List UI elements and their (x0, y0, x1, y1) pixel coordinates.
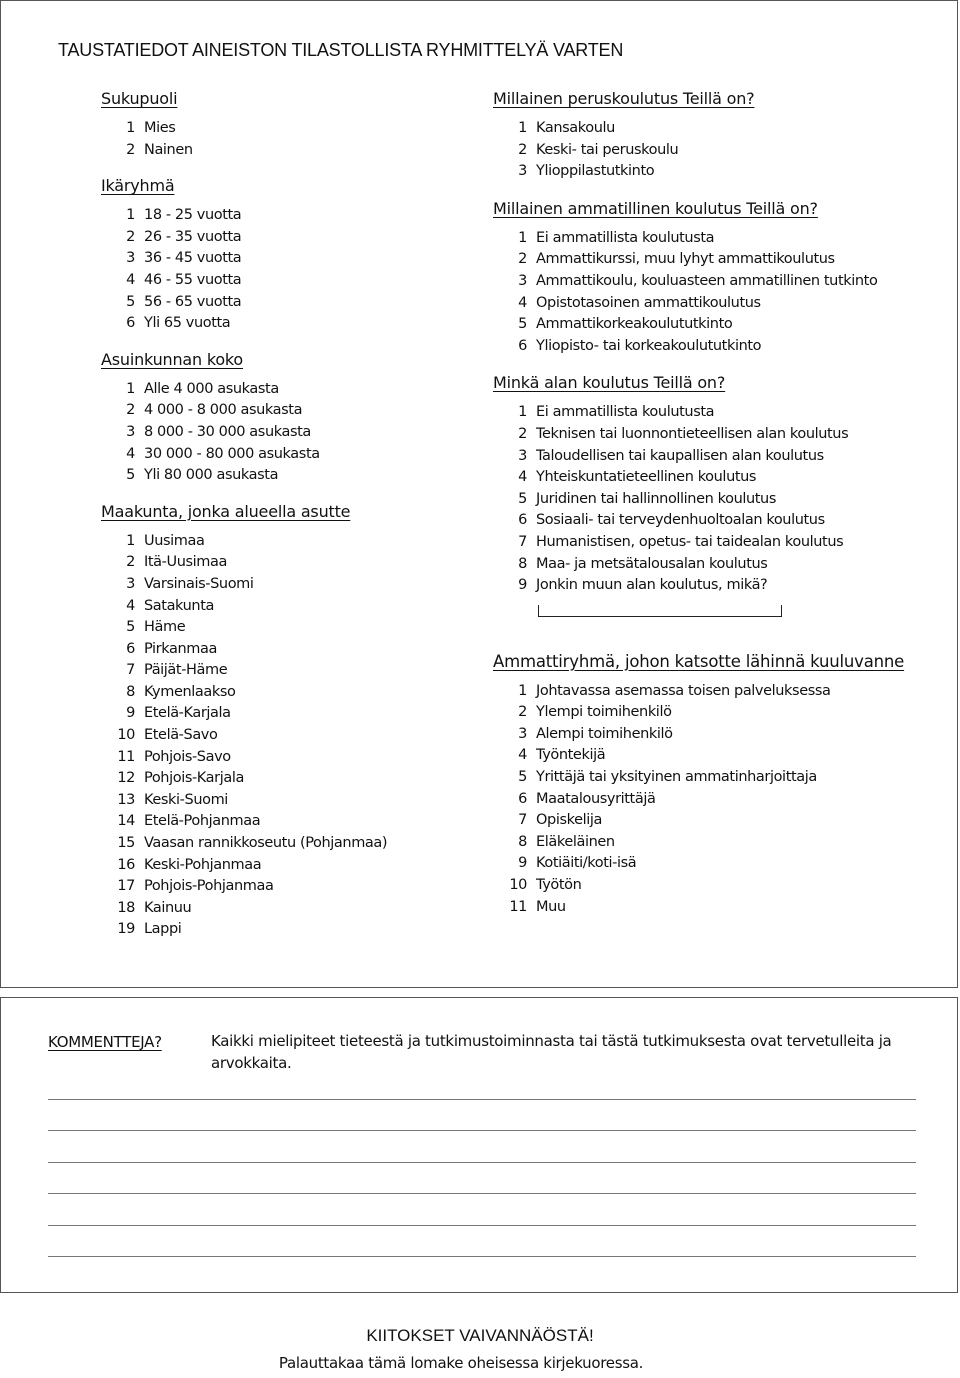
option-number: 2 (518, 251, 527, 268)
option-number: 9 (518, 855, 527, 872)
comment-answer-line[interactable] (48, 1099, 916, 1100)
option-label: Opistotasoinen ammattikoulutus (536, 294, 761, 311)
option-item[interactable] (493, 314, 938, 336)
option-label: Lappi (144, 921, 182, 938)
option-number: 7 (126, 662, 135, 679)
section-title: Minkä alan koulutus Teillä on? (493, 373, 726, 393)
option-list (493, 673, 938, 919)
option-label: Ylioppilastutkinto (536, 163, 655, 180)
option-label: Yhteiskuntatieteellinen koulutus (536, 469, 757, 486)
option-label: Yrittäjä tai yksityinen ammatinharjoittaja (536, 769, 817, 786)
option-label: Keski-Pohjanmaa (144, 856, 262, 873)
option-item[interactable] (101, 292, 481, 314)
option-item[interactable] (101, 747, 481, 769)
option-item[interactable] (493, 271, 938, 293)
option-number: 5 (518, 490, 527, 507)
option-number: 3 (518, 163, 527, 180)
option-item[interactable] (493, 140, 938, 162)
option-item[interactable] (493, 681, 938, 703)
option-label: 36 - 45 vuotta (144, 250, 242, 267)
option-label: Häme (144, 619, 186, 636)
option-label: Ei ammatillista koulutusta (536, 229, 715, 246)
option-number: 1 (518, 682, 527, 699)
thanks-text: KIITOKSET VAIVANNÄÖSTÄ! (366, 1326, 594, 1345)
option-label: Taloudellisen tai kaupallisen alan koulutus (536, 447, 824, 464)
option-label: Yliopisto- tai korkeakoulututkinto (536, 337, 762, 354)
option-number: 6 (126, 640, 135, 657)
option-number: 1 (126, 120, 135, 136)
option-item[interactable] (101, 400, 481, 422)
option-item[interactable] (493, 832, 938, 854)
option-number: 13 (117, 791, 135, 808)
option-number: 4 (518, 294, 527, 311)
option-label: Uusimaa (144, 532, 205, 549)
option-item[interactable] (101, 248, 481, 270)
option-item[interactable] (493, 118, 938, 140)
option-number: 3 (518, 447, 527, 464)
option-label: Ammattikoulu, kouluasteen ammatillinen tutkinto (536, 272, 878, 289)
section-maakunta (101, 501, 481, 941)
option-number: 8 (518, 555, 527, 572)
return-instruction: Palauttakaa tämä lomake oheisessa kirjekuoressa. (278, 1354, 644, 1372)
option-item[interactable] (493, 228, 938, 250)
option-label: Ammattikorkeakoulututkinto (536, 316, 733, 333)
option-number: 15 (117, 835, 135, 852)
section-ikaryhma (101, 175, 481, 335)
option-label: Kainuu (144, 899, 192, 916)
section-title: Sukupuoli (101, 89, 178, 108)
option-number: 3 (518, 272, 527, 289)
option-item[interactable] (493, 532, 938, 554)
option-number: 9 (518, 577, 527, 594)
option-number: 2 (518, 141, 527, 158)
option-number: 6 (518, 337, 527, 354)
option-number: 5 (126, 293, 135, 310)
option-number: 8 (518, 833, 527, 850)
section-title: Ammattiryhmä, johon katsotte lähinnä kuuluvanne (493, 651, 905, 671)
option-number: 16 (117, 856, 135, 873)
option-item[interactable] (493, 575, 938, 597)
option-number: 6 (518, 790, 527, 807)
option-item[interactable] (101, 876, 481, 898)
option-number: 2 (126, 554, 135, 571)
option-label: Kansakoulu (536, 120, 615, 136)
option-item[interactable] (101, 118, 481, 140)
option-item[interactable] (493, 897, 938, 919)
option-item[interactable] (493, 161, 938, 183)
option-number: 3 (126, 423, 135, 440)
option-number: 2 (518, 425, 527, 442)
option-item[interactable] (101, 379, 481, 401)
section-peruskoulutus (493, 88, 938, 183)
option-number: 8 (126, 683, 135, 700)
option-item[interactable] (101, 574, 481, 596)
option-item[interactable] (101, 617, 481, 639)
section-title: Millainen peruskoulutus Teillä on? (493, 89, 755, 108)
option-item[interactable] (101, 227, 481, 249)
option-list (493, 220, 938, 358)
option-number: 1 (126, 380, 135, 397)
option-item[interactable] (101, 422, 481, 444)
option-number: 3 (518, 725, 527, 742)
option-item[interactable] (493, 446, 938, 468)
option-item[interactable] (493, 810, 938, 832)
option-label: Työntekijä (536, 747, 606, 764)
option-number: 5 (518, 316, 527, 333)
option-label: Vaasan rannikkoseutu (Pohjanmaa) (144, 835, 388, 852)
option-number: 2 (126, 141, 135, 158)
option-number: 10 (117, 727, 135, 744)
option-item[interactable] (493, 554, 938, 576)
option-item[interactable] (101, 703, 481, 725)
comment-answer-line[interactable] (48, 1162, 916, 1163)
option-item[interactable] (493, 724, 938, 746)
option-label: Etelä-Savo (144, 727, 218, 744)
page-title: TAUSTATIEDOT AINEISTON TILASTOLLISTA RYHMITTELYÄ VARTEN (58, 40, 624, 60)
option-item[interactable] (493, 875, 938, 897)
option-label: Muu (536, 898, 566, 915)
option-number: 11 (117, 748, 135, 765)
option-item[interactable] (493, 336, 938, 358)
option-number: 11 (509, 898, 527, 915)
option-label: Maatalousyrittäjä (536, 790, 656, 807)
option-item[interactable] (101, 790, 481, 812)
option-label: Teknisen tai luonnontieteellisen alan koulutus (536, 425, 849, 442)
option-number: 19 (117, 921, 135, 938)
option-label: Varsinais-Suomi (144, 575, 254, 592)
option-item[interactable] (493, 745, 938, 767)
option-list (493, 110, 938, 183)
comment-answer-line[interactable] (48, 1225, 916, 1226)
other-field-answer-line[interactable] (538, 605, 782, 617)
option-label: Etelä-Pohjanmaa (144, 813, 261, 830)
section-title: Asuinkunnan koko (101, 349, 244, 369)
option-number: 5 (126, 467, 135, 484)
option-item[interactable] (101, 898, 481, 920)
option-number: 4 (126, 597, 135, 614)
option-label: Opiskelija (536, 812, 602, 829)
option-label: 8 000 - 30 000 asukasta (144, 423, 311, 440)
option-number: 14 (117, 813, 135, 830)
section-sukupuoli (101, 88, 481, 161)
option-label: 18 - 25 vuotta (144, 207, 242, 224)
option-label: Työtön (536, 877, 582, 894)
option-item[interactable] (101, 855, 481, 877)
section-title: Maakunta, jonka alueella asutte (101, 501, 351, 521)
option-number: 7 (518, 812, 527, 829)
option-label: Ammattikurssi, muu lyhyt ammattikoulutus (536, 251, 835, 268)
option-item[interactable] (493, 489, 938, 511)
option-item[interactable] (101, 444, 481, 466)
option-label: Itä-Uusimaa (144, 554, 227, 571)
option-number: 10 (509, 877, 527, 894)
option-number: 4 (518, 747, 527, 764)
option-number: 5 (126, 619, 135, 636)
option-label: Alempi toimihenkilö (536, 725, 673, 742)
option-label: 46 - 55 vuotta (144, 271, 242, 288)
comments-text: Kaikki mielipiteet tieteestä ja tutkimustoiminnasta tai tästä tutkimuksesta ovat tervetulleita ja arvokkaita. (211, 1032, 892, 1072)
option-item[interactable] (493, 249, 938, 271)
option-label: Humanistisen, opetus- tai taidealan koulutus (536, 533, 844, 550)
section-koulutusala (493, 372, 938, 596)
option-number: 1 (518, 404, 527, 421)
option-number: 4 (126, 445, 135, 462)
option-label: Nainen (144, 141, 193, 158)
option-label: Maa- ja metsätalousalan koulutus (536, 555, 768, 572)
section-title: Millainen ammatillinen koulutus Teillä on? (493, 198, 818, 218)
option-number: 4 (126, 271, 135, 288)
option-label: 56 - 65 vuotta (144, 293, 242, 310)
option-number: 9 (126, 705, 135, 722)
option-label: Kotiäiti/koti-isä (536, 855, 637, 872)
option-number: 2 (126, 228, 135, 245)
option-item[interactable] (493, 853, 938, 875)
option-item[interactable] (101, 205, 481, 227)
option-item[interactable] (101, 531, 481, 553)
option-item[interactable] (493, 424, 938, 446)
option-item[interactable] (101, 682, 481, 704)
option-item[interactable] (101, 270, 481, 292)
option-label: Johtavassa asemassa toisen palveluksessa (536, 682, 831, 699)
section-ammatillinen-koulutus (493, 198, 938, 358)
option-label: Pohjois-Savo (144, 748, 231, 765)
option-list (101, 523, 481, 941)
option-number: 17 (117, 878, 135, 895)
option-label: Jonkin muun alan koulutus, mikä? (536, 577, 768, 594)
option-number: 7 (518, 533, 527, 550)
option-number: 1 (126, 532, 135, 549)
option-item[interactable] (493, 789, 938, 811)
option-label: Kymenlaakso (144, 683, 236, 700)
option-item[interactable] (101, 140, 481, 162)
option-item[interactable] (101, 596, 481, 618)
comment-answer-line[interactable] (48, 1130, 916, 1131)
section-ammattiryhma (493, 651, 938, 919)
option-label: Mies (144, 120, 176, 136)
option-item[interactable] (101, 313, 481, 335)
option-item[interactable] (493, 702, 938, 724)
option-item[interactable] (493, 293, 938, 315)
option-label: 26 - 35 vuotta (144, 228, 242, 245)
option-number: 1 (518, 229, 527, 246)
option-number: 4 (518, 469, 527, 486)
option-number: 1 (126, 207, 135, 224)
option-item[interactable] (101, 768, 481, 790)
option-label: Keski-Suomi (144, 791, 228, 808)
option-item[interactable] (101, 811, 481, 833)
right-column (493, 88, 938, 918)
option-number: 2 (126, 402, 135, 419)
option-label: 4 000 - 8 000 asukasta (144, 402, 303, 419)
option-list (493, 394, 938, 596)
option-number: 18 (117, 899, 135, 916)
option-item[interactable] (101, 552, 481, 574)
option-item[interactable] (101, 919, 481, 941)
section-title: Ikäryhmä (101, 176, 175, 196)
option-label: Alle 4 000 asukasta (144, 380, 279, 397)
option-list (101, 110, 481, 161)
comment-answer-line[interactable] (48, 1193, 916, 1194)
option-list (101, 197, 481, 335)
option-item[interactable] (101, 725, 481, 747)
option-label: Päijät-Häme (144, 662, 228, 679)
option-label: Yli 65 vuotta (144, 315, 231, 332)
option-item[interactable] (101, 639, 481, 661)
option-item[interactable] (101, 833, 481, 855)
option-label: Satakunta (144, 597, 214, 614)
left-column (101, 88, 481, 941)
option-number: 3 (126, 575, 135, 592)
option-number: 3 (126, 250, 135, 267)
option-label: Ylempi toimihenkilö (536, 704, 672, 721)
option-item[interactable] (493, 402, 938, 424)
option-label: 30 000 - 80 000 asukasta (144, 445, 320, 462)
comment-answer-line[interactable] (48, 1256, 916, 1257)
option-label: Juridinen tai hallinnollinen koulutus (536, 490, 777, 507)
option-number: 1 (518, 120, 527, 136)
option-number: 2 (518, 704, 527, 721)
option-item[interactable] (101, 660, 481, 682)
option-item[interactable] (493, 510, 938, 532)
option-label: Eläkeläinen (536, 833, 615, 850)
option-list (101, 371, 481, 487)
option-item[interactable] (493, 467, 938, 489)
option-item[interactable] (493, 767, 938, 789)
option-label: Pohjois-Pohjanmaa (144, 878, 274, 895)
option-number: 6 (518, 512, 527, 529)
option-label: Yli 80 000 asukasta (144, 467, 279, 484)
option-item[interactable] (101, 465, 481, 487)
option-label: Ei ammatillista koulutusta (536, 404, 715, 421)
option-label: Sosiaali- tai terveydenhuoltoalan koulutus (536, 512, 825, 529)
option-number: 5 (518, 769, 527, 786)
section-asuinkunnan-koko (101, 349, 481, 487)
comments-label: KOMMENTTEJA? (48, 1033, 162, 1051)
option-label: Keski- tai peruskoulu (536, 141, 679, 158)
option-number: 6 (126, 315, 135, 332)
option-label: Pohjois-Karjala (144, 770, 244, 787)
option-label: Pirkanmaa (144, 640, 217, 657)
option-number: 12 (117, 770, 135, 787)
option-label: Etelä-Karjala (144, 705, 231, 722)
